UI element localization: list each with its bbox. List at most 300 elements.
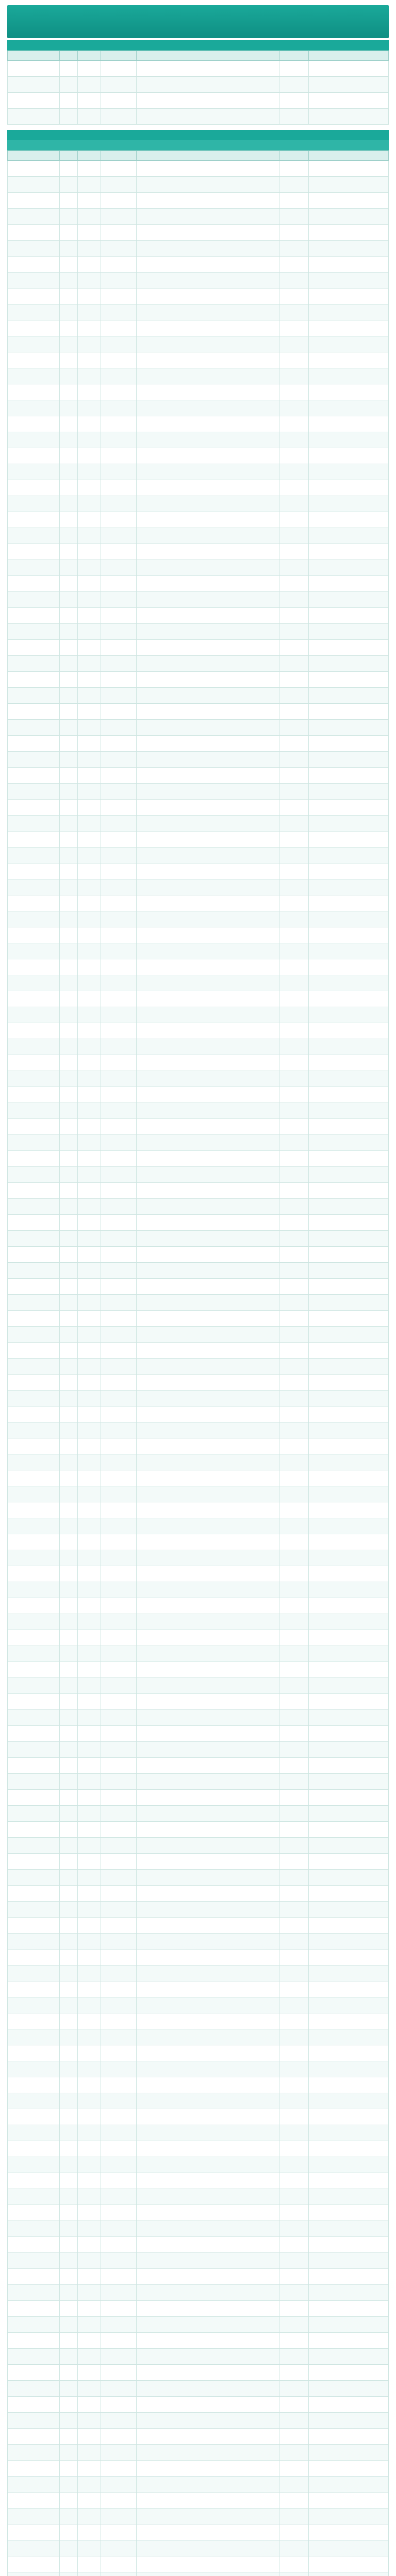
table-cell — [279, 1630, 309, 1646]
table-cell — [137, 241, 279, 257]
table-cell — [101, 1518, 137, 1534]
table-cell — [309, 448, 389, 464]
table-cell — [137, 2285, 279, 2301]
table-row — [8, 161, 389, 177]
table-cell — [309, 2572, 389, 2576]
table-cell — [137, 1981, 279, 1997]
table-cell — [8, 895, 60, 911]
table-cell — [137, 2205, 279, 2221]
table-cell — [78, 289, 101, 304]
table-row — [8, 193, 389, 209]
table-cell — [137, 2349, 279, 2365]
table-cell — [279, 752, 309, 768]
table-cell — [8, 2509, 60, 2524]
table-cell — [309, 1135, 389, 1151]
table-cell — [78, 1694, 101, 1710]
table-cell — [78, 464, 101, 480]
table-cell — [60, 2189, 78, 2205]
table-cell — [279, 544, 309, 560]
table-cell — [309, 2221, 389, 2237]
table-cell — [279, 688, 309, 704]
table-cell — [309, 832, 389, 848]
table-cell — [78, 2349, 101, 2365]
table-cell — [309, 273, 389, 289]
table-cell — [60, 384, 78, 400]
table-cell — [101, 480, 137, 496]
table-cell — [8, 1422, 60, 1438]
table-cell — [279, 768, 309, 784]
table-cell — [309, 672, 389, 688]
table-cell — [101, 1103, 137, 1119]
table-cell — [279, 1790, 309, 1806]
table-cell — [279, 2205, 309, 2221]
table-cell — [101, 448, 137, 464]
table-cell — [60, 480, 78, 496]
table-cell — [137, 1710, 279, 1726]
table-cell — [137, 1598, 279, 1614]
table-cell — [279, 432, 309, 448]
table-cell — [78, 1039, 101, 1055]
table-cell — [8, 784, 60, 800]
table-cell — [78, 1965, 101, 1981]
table-cell — [78, 480, 101, 496]
table-cell — [101, 1375, 137, 1391]
table-cell — [60, 241, 78, 257]
table-cell — [309, 1806, 389, 1822]
table-cell — [279, 1678, 309, 1694]
table-cell — [60, 1422, 78, 1438]
table-cell — [137, 1918, 279, 1934]
table-cell — [309, 1406, 389, 1422]
table-cell — [137, 1790, 279, 1806]
table-cell — [137, 416, 279, 432]
table-row — [8, 1183, 389, 1199]
table-cell — [60, 109, 78, 125]
table-cell — [8, 2173, 60, 2189]
table-cell — [137, 1678, 279, 1694]
table-row — [8, 1438, 389, 1454]
table-cell — [8, 464, 60, 480]
table-cell — [8, 2477, 60, 2493]
table-cell — [137, 2013, 279, 2029]
table-cell — [78, 1997, 101, 2013]
table-cell — [137, 1566, 279, 1582]
table-cell — [309, 544, 389, 560]
table-cell — [137, 879, 279, 895]
table-cell — [309, 2109, 389, 2125]
table-cell — [309, 800, 389, 816]
table-cell — [60, 2253, 78, 2269]
table-cell — [279, 1566, 309, 1582]
table-cell — [279, 2141, 309, 2157]
table-cell — [78, 320, 101, 336]
table-cell — [101, 209, 137, 225]
table-cell — [101, 1438, 137, 1454]
table-cell — [137, 61, 279, 77]
table-cell — [309, 1838, 389, 1854]
table-cell — [8, 93, 60, 109]
table-cell — [60, 624, 78, 640]
table-cell — [279, 927, 309, 943]
table-row — [8, 2365, 389, 2381]
table-cell — [137, 1039, 279, 1055]
table-cell — [60, 61, 78, 77]
table-cell — [78, 1662, 101, 1678]
table-cell — [101, 1470, 137, 1486]
table-cell — [78, 1231, 101, 1247]
table-row — [8, 576, 389, 592]
table-cell — [60, 2429, 78, 2445]
table-cell — [101, 432, 137, 448]
table-cell — [8, 336, 60, 352]
table-cell — [137, 1279, 279, 1295]
table-cell — [60, 656, 78, 672]
table-cell — [309, 863, 389, 879]
column-header — [279, 151, 309, 161]
table-cell — [137, 2524, 279, 2540]
table-cell — [309, 2429, 389, 2445]
table-row — [8, 1950, 389, 1965]
table-cell — [101, 2253, 137, 2269]
table-cell — [137, 784, 279, 800]
table-cell — [8, 720, 60, 736]
table-row — [8, 2029, 389, 2045]
table-cell — [279, 816, 309, 832]
table-cell — [137, 273, 279, 289]
table-cell — [309, 2157, 389, 2173]
table-cell — [8, 1215, 60, 1231]
table-cell — [78, 2365, 101, 2381]
table-cell — [8, 1726, 60, 1742]
table-cell — [8, 1886, 60, 1902]
table-cell — [309, 2349, 389, 2365]
table-cell — [137, 2109, 279, 2125]
table-cell — [78, 2429, 101, 2445]
table-row — [8, 895, 389, 911]
table-cell — [60, 1934, 78, 1950]
table-cell — [60, 1566, 78, 1582]
table-cell — [78, 2509, 101, 2524]
table-cell — [279, 1854, 309, 1870]
table-cell — [8, 1454, 60, 1470]
table-cell — [279, 512, 309, 528]
table-cell — [60, 528, 78, 544]
table-row — [8, 432, 389, 448]
table-cell — [78, 2413, 101, 2429]
table-cell — [137, 991, 279, 1007]
table-cell — [279, 784, 309, 800]
table-cell — [309, 480, 389, 496]
table-cell — [279, 2125, 309, 2141]
table-cell — [279, 1662, 309, 1678]
table-cell — [279, 2572, 309, 2576]
table-cell — [8, 2093, 60, 2109]
table-cell — [8, 2493, 60, 2509]
column-header — [101, 151, 137, 161]
table-cell — [60, 672, 78, 688]
table-row — [8, 2317, 389, 2333]
table-cell — [137, 384, 279, 400]
table-cell — [101, 704, 137, 720]
table-cell — [101, 991, 137, 1007]
table-cell — [60, 592, 78, 608]
table-cell — [8, 1071, 60, 1087]
table-row — [8, 1838, 389, 1854]
table-cell — [101, 1854, 137, 1870]
table-cell — [8, 2157, 60, 2173]
table-cell — [78, 879, 101, 895]
table-cell — [60, 1279, 78, 1295]
table-cell — [309, 2093, 389, 2109]
table-row — [8, 2189, 389, 2205]
table-cell — [8, 2269, 60, 2285]
table-cell — [60, 688, 78, 704]
table-cell — [8, 2365, 60, 2381]
table-cell — [279, 2333, 309, 2349]
table-cell — [137, 1103, 279, 1119]
table-cell — [137, 161, 279, 177]
table-cell — [8, 528, 60, 544]
table-cell — [78, 1678, 101, 1694]
table-cell — [8, 1630, 60, 1646]
table-cell — [8, 624, 60, 640]
table-cell — [101, 784, 137, 800]
table-cell — [309, 1598, 389, 1614]
table-cell — [101, 2109, 137, 2125]
table-cell — [279, 2013, 309, 2029]
table-cell — [101, 2269, 137, 2285]
table-cell — [279, 1965, 309, 1981]
table-row — [8, 1918, 389, 1934]
table-cell — [101, 911, 137, 927]
table-cell — [8, 2445, 60, 2461]
table-cell — [137, 1582, 279, 1598]
table-cell — [279, 1263, 309, 1279]
table-cell — [60, 1438, 78, 1454]
table-cell — [137, 1742, 279, 1758]
table-cell — [101, 1598, 137, 1614]
table-row — [8, 1087, 389, 1103]
table-cell — [60, 273, 78, 289]
table-cell — [101, 2477, 137, 2493]
table-cell — [101, 2013, 137, 2029]
table-cell — [78, 1406, 101, 1422]
table-cell — [60, 816, 78, 832]
table-header-row — [8, 151, 389, 161]
table-cell — [60, 895, 78, 911]
table-cell — [137, 2061, 279, 2077]
table-cell — [78, 1726, 101, 1742]
table-row — [8, 2253, 389, 2269]
table-row — [8, 1710, 389, 1726]
table-row — [8, 2540, 389, 2556]
table-cell — [309, 1630, 389, 1646]
table-cell — [101, 2493, 137, 2509]
table-cell — [279, 2029, 309, 2045]
table-cell — [101, 1023, 137, 1039]
table-cell — [101, 1758, 137, 1774]
table-cell — [60, 1518, 78, 1534]
table-cell — [78, 1135, 101, 1151]
table-cell — [8, 1279, 60, 1295]
table-cell — [60, 2109, 78, 2125]
table-cell — [8, 1231, 60, 1247]
table-row — [8, 1534, 389, 1550]
table-cell — [60, 544, 78, 560]
table-cell — [78, 512, 101, 528]
table-row — [8, 1965, 389, 1981]
table-cell — [78, 848, 101, 863]
table-cell — [60, 1151, 78, 1167]
table-cell — [309, 2205, 389, 2221]
table-cell — [137, 320, 279, 336]
section-bar-academic — [7, 130, 389, 140]
table-cell — [279, 464, 309, 480]
table-cell — [101, 1950, 137, 1965]
table-cell — [101, 2141, 137, 2157]
table-cell — [137, 2189, 279, 2205]
table-cell — [60, 416, 78, 432]
table-cell — [101, 496, 137, 512]
table-cell — [101, 2556, 137, 2572]
table-cell — [137, 768, 279, 784]
table-row — [8, 1646, 389, 1662]
table-row — [8, 1279, 389, 1295]
table-cell — [101, 1918, 137, 1934]
table-cell — [60, 77, 78, 93]
table-cell — [137, 1119, 279, 1135]
table-cell — [279, 304, 309, 320]
table-cell — [8, 1327, 60, 1343]
table-cell — [8, 1790, 60, 1806]
table-row — [8, 688, 389, 704]
table-cell — [279, 2524, 309, 2540]
table-cell — [101, 1279, 137, 1295]
table-cell — [101, 2429, 137, 2445]
table-row — [8, 1726, 389, 1742]
table-cell — [8, 1582, 60, 1598]
table-cell — [309, 688, 389, 704]
table-cell — [279, 2253, 309, 2269]
table-cell — [78, 2317, 101, 2333]
table-cell — [309, 1950, 389, 1965]
table-cell — [137, 1359, 279, 1375]
table-cell — [101, 2029, 137, 2045]
table-cell — [309, 1375, 389, 1391]
table-cell — [78, 672, 101, 688]
table-row — [8, 848, 389, 863]
table-cell — [8, 1135, 60, 1151]
table-cell — [8, 496, 60, 512]
table-row — [8, 2125, 389, 2141]
table-cell — [60, 1950, 78, 1965]
table-cell — [279, 1327, 309, 1343]
table-cell — [78, 1886, 101, 1902]
table-cell — [137, 209, 279, 225]
table-cell — [309, 93, 389, 109]
table-cell — [78, 2157, 101, 2173]
table-cell — [137, 2413, 279, 2429]
table-cell — [137, 2045, 279, 2061]
table-cell — [101, 624, 137, 640]
table-cell — [279, 576, 309, 592]
table-cell — [101, 959, 137, 975]
table-cell — [78, 1981, 101, 1997]
table-cell — [137, 2173, 279, 2189]
table-cell — [279, 1422, 309, 1438]
table-cell — [60, 336, 78, 352]
table-cell — [78, 544, 101, 560]
table-cell — [78, 800, 101, 816]
table-cell — [101, 77, 137, 93]
table-cell — [8, 640, 60, 656]
table-cell — [60, 2524, 78, 2540]
table-cell — [137, 2141, 279, 2157]
table-cell — [279, 2477, 309, 2493]
table-row — [8, 991, 389, 1007]
table-cell — [137, 1694, 279, 1710]
academic-schedule-table — [7, 150, 389, 2576]
table-cell — [60, 2317, 78, 2333]
table-cell — [137, 1550, 279, 1566]
table-row — [8, 1167, 389, 1183]
table-cell — [78, 1502, 101, 1518]
section-bar-academic-sub — [7, 140, 389, 150]
table-cell — [101, 2077, 137, 2093]
column-header — [8, 51, 60, 61]
table-cell — [60, 1774, 78, 1790]
table-cell — [137, 2509, 279, 2524]
table-cell — [101, 400, 137, 416]
table-cell — [101, 1790, 137, 1806]
table-cell — [309, 1646, 389, 1662]
table-cell — [309, 1263, 389, 1279]
table-cell — [137, 2093, 279, 2109]
table-cell — [60, 368, 78, 384]
table-cell — [60, 448, 78, 464]
table-row — [8, 416, 389, 432]
table-cell — [60, 752, 78, 768]
table-cell — [101, 848, 137, 863]
table-cell — [137, 895, 279, 911]
table-cell — [60, 1183, 78, 1199]
table-cell — [101, 273, 137, 289]
opening-schedule-table — [7, 50, 389, 125]
table-cell — [8, 400, 60, 416]
table-cell — [279, 209, 309, 225]
table-cell — [137, 1870, 279, 1886]
table-cell — [137, 2269, 279, 2285]
table-cell — [137, 2477, 279, 2493]
table-cell — [60, 1598, 78, 1614]
table-cell — [8, 161, 60, 177]
table-cell — [60, 1263, 78, 1279]
section-bar-opening — [7, 40, 389, 50]
table-cell — [8, 2572, 60, 2576]
table-cell — [60, 784, 78, 800]
table-cell — [309, 1295, 389, 1311]
table-cell — [279, 1726, 309, 1742]
table-cell — [309, 752, 389, 768]
table-cell — [137, 1646, 279, 1662]
table-cell — [137, 1726, 279, 1742]
table-row — [8, 2237, 389, 2253]
table-cell — [279, 1838, 309, 1854]
table-cell — [279, 352, 309, 368]
table-cell — [101, 1726, 137, 1742]
table-cell — [137, 2556, 279, 2572]
table-row — [8, 704, 389, 720]
